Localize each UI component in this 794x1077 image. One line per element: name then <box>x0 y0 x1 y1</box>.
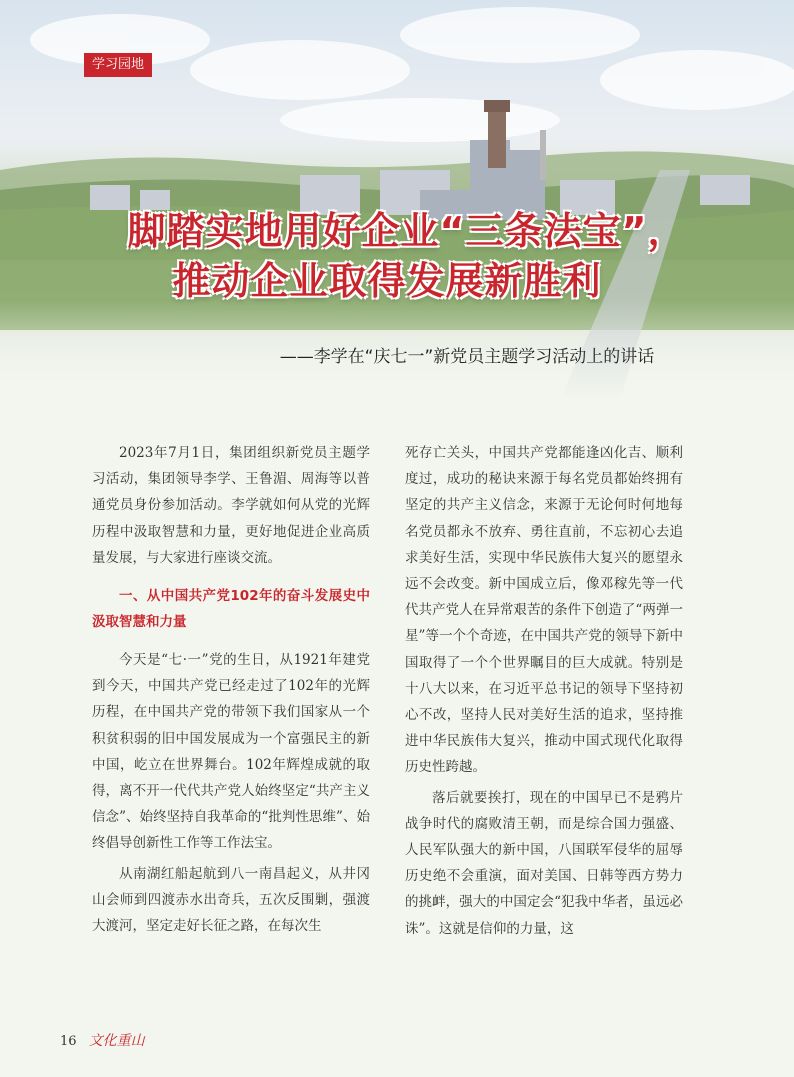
article-column-left <box>92 440 370 939</box>
article-column-right <box>405 440 683 942</box>
paragraph: 2023年7月1日，集团组织新党员主题学习活动，集团领导李学、王鲁湄、周海等以普通党员身份参加活动。李学就如何从党的光辉历程中汲取智慧和力量，更好地促进企业高质量发展，与大家进行座谈交流。 <box>92 445 370 566</box>
article-title-line1: 脚踏实地用好企业“三条法宝”， <box>127 209 687 253</box>
paragraph: 今天是“七·一”党的生日，从1921年建党到今天，中国共产党已经走过了102年的光辉历程，在中国共产党的带领下我们国家从一个积贫积弱的旧中国发展成为一个富强民主的新中国，屹立在世界舞台。102年辉煌成就的取得，离不开一代代共产党人始终坚定“共产主义信念”、始终坚持自我革命的“批判性思维”、始终倡导创新性工作等工作法宝。 <box>92 652 370 852</box>
hero-banner <box>0 0 794 400</box>
paragraph: 从南湖红船起航到八一南昌起义，从井冈山会师到四渡赤水出奇兵，五次反围剿，强渡大渡河，坚定走好长征之路，在每次生 <box>92 865 370 935</box>
article-subtitle: ——李学在“庆七一”新党员主题学习活动上的讲话 <box>279 347 655 367</box>
page-number: 16 <box>60 1034 77 1049</box>
section-heading: 一、从中国共产党102年的奋斗发展史中汲取智慧和力量 <box>92 588 370 631</box>
paragraph: 落后就要挨打，现在的中国早已不是鸦片战争时代的腐败清王朝，而是综合国力强盛、人民军队强大的新中国，八国联军侵华的屈辱历史绝不会重演，面对美国、日韩等西方势力的挑衅，强大的中国定会“犯我中华者，虽远必诛”。这就是信仰的力量，这 <box>405 789 683 937</box>
page-footer <box>60 1030 145 1050</box>
paragraph: 死存亡关头，中国共产党都能逢凶化吉、顺利度过，成功的秘诀来源于每名党员都始终拥有坚定的共产主义信念，来源于无论何时何地每名党员都永不放弃、勇往直前，不忘初心去追求美好生活，实现中华民族伟大复兴的愿望永远不会改变。新中国成立后，像邓稼先等一代代共产党人在异常艰苦的条件下创造了“两弹一星”等一个个奇迹，在中国共产党的领导下新中国取得了一个个世界瞩目的巨大成就。特别是十八大以来，在习近平总书记的领导下坚持初心不改，坚持人民对美好生活的追求，坚持推进中华民族伟大复兴，推动中国式现代化取得历史性跨越。 <box>405 445 683 776</box>
section-tag: 学习园地 <box>84 53 152 77</box>
magazine-logo: 文化重山 <box>88 1033 145 1049</box>
article-title-line2: 推动企业取得发展新胜利 <box>172 259 602 303</box>
